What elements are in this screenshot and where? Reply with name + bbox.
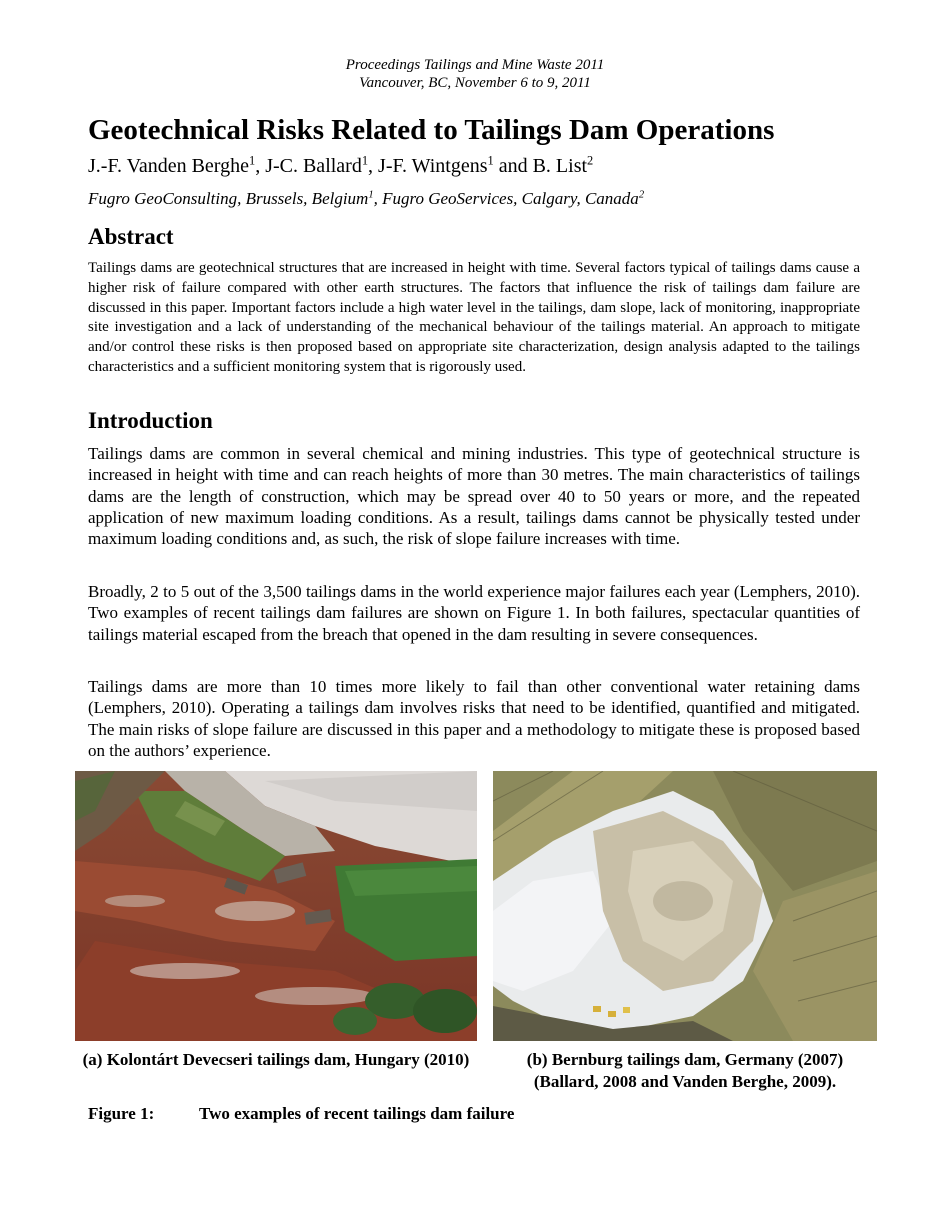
bernburg-dam-photo	[493, 771, 877, 1041]
author: J-C. Ballard$^1$	[265, 153, 369, 177]
introduction-heading: Introduction	[88, 408, 213, 433]
author: B. List$^2$	[532, 153, 594, 177]
author-list: J.-F. Vanden Berghe$^1$, J-C. Ballard$^1$, J-F. Wintgens$^1$ and B. List$^2$	[88, 153, 594, 177]
figure-label: Figure 1:	[88, 1104, 155, 1123]
figure-title: Two examples of recent tailings dam failure	[199, 1104, 515, 1123]
affiliation: Fugro GeoServices, Calgary, Canada$^2$	[382, 189, 645, 208]
figure-caption-b: (b) Bernburg tailings dam, Germany (2007) (Ballard, 2008 and Vanden Berghe, 2009).	[526, 1050, 844, 1091]
abstract-text: Tailings dams are geotechnical structures that are increased in height with time. Several factors typical of tailings dams cause a higher risk of failure compared with other earth structures. The factors that influence the risk of tailings dam failure are discussed in this paper. Important factors include a high water level in the tailings, dam slope, lack of monitoring, inappropriate site investigation and a lack of understanding of the mechanical behaviour of the tailings material. An approach to mitigate and/or control these risks is then proposed based on appropriate site characterization, design analysis adapted to the tailings characteristics and a sufficient monitoring system that is rigorously used.	[88, 260, 860, 375]
kolontar-dam-photo	[75, 771, 477, 1041]
intro-paragraph-1: Tailings dams are common in several chemical and mining industries. This type of geotechnical structure is increased in height with time and can reach heights of more than 30 metres. The main characteristics of tailings dams are the length of construction, which may be spread over 40 to 50 years or more, and the repeated application of new maximum loading conditions. As a result, tailings dams cannot be physically tested under maximum loading conditions and, as such, the risk of slope failure increases with time.	[88, 444, 860, 549]
intro-paragraph-3: Tailings dams are more than 10 times more likely to fail than other conventional water retaining dams (Lemphers, 2010). Operating a tailings dam involves risks that need to be identified, quantified and mitigated. The main risks of slope failure are discussed in this paper and a methodology to mitigate these is proposed based on the authors’ experience.	[88, 677, 860, 760]
author: J-F. Wintgens$^1$	[378, 153, 494, 177]
figure-caption-a: (a) Kolontárt Devecseri tailings dam, Hungary (2010)	[82, 1050, 470, 1069]
proceedings-header	[0, 56, 950, 92]
affiliation-list: Fugro GeoConsulting, Brussels, Belgium$^1$, Fugro GeoServices, Calgary, Canada$^2$	[88, 189, 645, 208]
intro-paragraph-2: Broadly, 2 to 5 out of the 3,500 tailings dams in the world experience major failures each year (Lemphers, 2010). Two examples of recent tailings dam failures are shown on Figure 1. In both failures, spectacular quantities of tailings material escaped from the breach that opened in the dam resulting in severe consequences.	[88, 582, 860, 644]
affiliation: Fugro GeoConsulting, Brussels, Belgium$^1$	[88, 189, 374, 208]
author: J.-F. Vanden Berghe$^1$	[88, 153, 256, 177]
proceedings-title: Proceedings Tailings and Mine Waste 2011	[345, 57, 605, 73]
abstract-heading: Abstract	[88, 224, 174, 249]
paper-title: Geotechnical Risks Related to Tailings Dam Operations	[88, 114, 775, 146]
proceedings-location: Vancouver, BC, November 6 to 9, 2011	[359, 75, 591, 91]
